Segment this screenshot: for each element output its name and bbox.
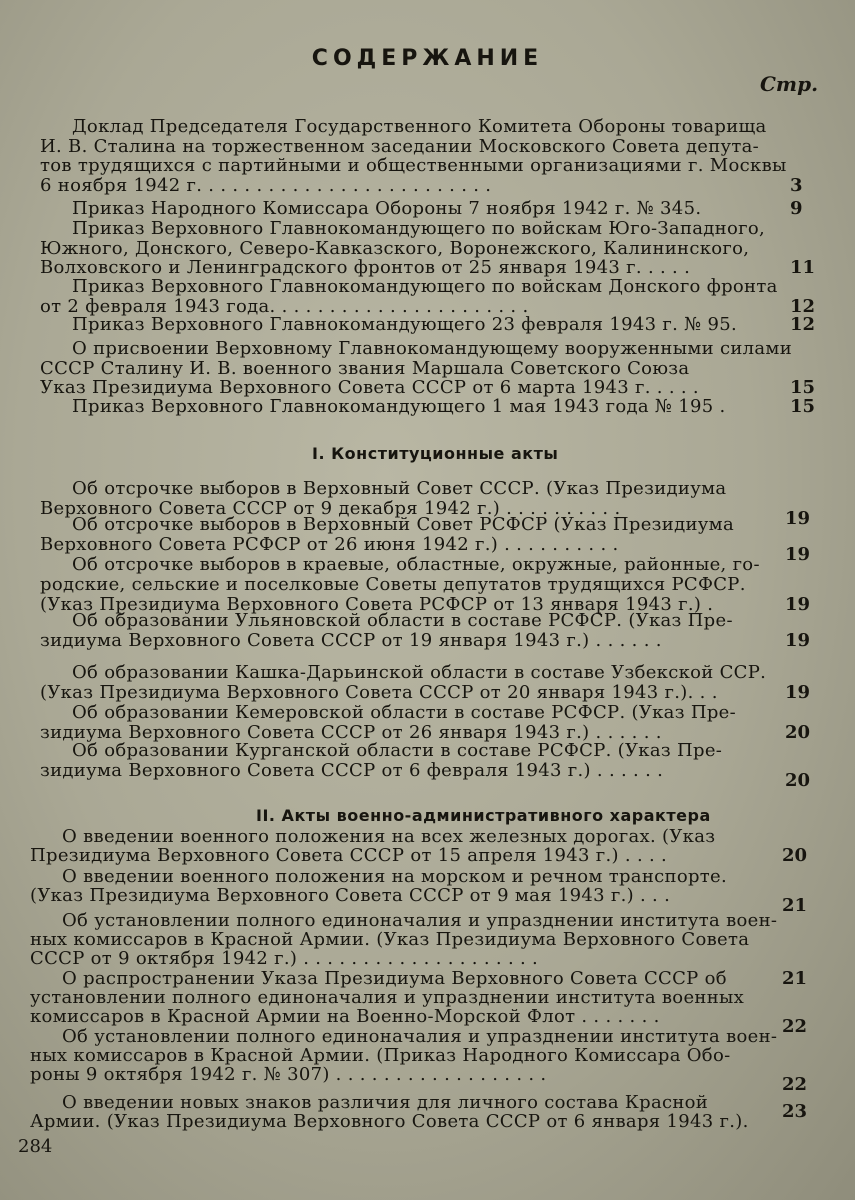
toc-entry-line: О введении военного положения на всех железных дорогах. (Указ — [62, 826, 716, 847]
toc-entry-line: СССР Сталину И. В. военного звания Маршала Советского Союза — [40, 357, 690, 379]
toc-entry-line: Волховского и Ленинградского фронтов от 25 января 1943 г. . . . . — [40, 257, 691, 278]
toc-entry-line: И. В. Сталина на торжественном заседании Московского Совета депута- — [40, 135, 760, 157]
toc-page-number: 19 — [785, 630, 811, 651]
toc-entry-line: Об образовании Курганской области в составе РСФСР. (Указ Пре- — [72, 740, 723, 761]
toc-page-number: 23 — [782, 1101, 808, 1122]
toc-entry-line: О введении военного положения на морском и речном транспорте. — [62, 866, 728, 887]
toc-entry-line: (Указ Президиума Верховного Совета РСФСР от 13 января 1943 г.) . — [40, 594, 714, 615]
toc-entry-line: Об образовании Ульяновской области в составе РСФСР. (Указ Пре- — [72, 610, 733, 631]
toc-page-number: 20 — [785, 770, 811, 791]
toc-page-number: 22 — [782, 1016, 808, 1037]
page-title: СОДЕРЖАНИЕ — [311, 46, 544, 71]
toc-page-number: 15 — [790, 396, 816, 417]
toc-entry-line: 6 ноября 1942 г. . . . . . . . . . . . . . . . . . . . . . . . . — [40, 174, 492, 196]
toc-page-number: 12 — [790, 295, 816, 317]
toc-entry-line: Об отсрочке выборов в Верховный Совет СССР. (Указ Президиума — [72, 478, 727, 499]
toc-page-number: 19 — [785, 594, 811, 615]
toc-entry-line: Об отсрочке выборов в краевые, областные, окружные, районные, го- — [72, 554, 760, 575]
toc-entry-line: Приказ Верховного Главнокомандующего 23 февраля 1943 г. № 95. — [72, 314, 738, 335]
toc-entry-line: Об установлении полного единоначалия и упразднении института воен- — [62, 1026, 778, 1047]
section-heading-1: I. Конституционные акты — [312, 444, 559, 463]
toc-page-number: 11 — [790, 257, 816, 278]
toc-entry-line: Об отсрочке выборов в Верховный Совет РСФСР (Указ Президиума — [72, 514, 734, 535]
toc-entry-line: Верховного Совета СССР от 9 декабря 1942 г.) . . . . . . . . . . — [40, 498, 621, 519]
toc-entry-line: Приказ Верховного Главнокомандующего 1 мая 1943 года № 195 . — [72, 396, 726, 417]
toc-entry-line: Южного, Донского, Северо-Кавказского, Воронежского, Калининского, — [40, 237, 750, 259]
toc-page-number: 9 — [790, 198, 803, 219]
toc-entry-line: Верховного Совета РСФСР от 26 июня 1942 г.) . . . . . . . . . . — [40, 534, 619, 555]
toc-entry-line: Президиума Верховного Совета СССР от 15 апреля 1943 г.) . . . . — [30, 845, 668, 866]
page-number: 284 — [18, 1136, 53, 1157]
toc-page-number: 19 — [785, 682, 811, 703]
toc-page-number: 20 — [782, 845, 808, 866]
toc-entry-line: зидиума Верховного Совета СССР от 26 января 1943 г.) . . . . . . — [40, 722, 662, 743]
page-column-label: Стр. — [760, 72, 819, 96]
toc-entry-line: О введении новых знаков различия для личного состава Красной — [62, 1092, 709, 1113]
toc-entry-line: комиссаров в Красной Армии на Военно-Морской Флот . . . . . . . — [30, 1006, 660, 1027]
toc-entry-line: Доклад Председателя Государственного Комитета Обороны товарища — [72, 116, 767, 137]
toc-entry-line: (Указ Президиума Верховного Совета СССР от 20 января 1943 г.). . . — [40, 682, 718, 703]
toc-entry-line: роны 9 октября 1942 г. № 307) . . . . . . . . . . . . . . . . . . — [30, 1064, 547, 1085]
toc-page-number: 21 — [782, 895, 808, 916]
toc-entry-line: Приказ Народного Комиссара Обороны 7 ноября 1942 г. № 345. — [72, 198, 702, 219]
toc-entry-line: родские, сельские и поселковые Советы депутатов трудящихся РСФСР. — [40, 574, 746, 595]
toc-entry-line: Об установлении полного единоначалия и упразднении института воен- — [62, 910, 778, 931]
toc-page-number: 19 — [785, 544, 811, 565]
toc-entry-line: Об образовании Кемеровской области в составе РСФСР. (Указ Пре- — [72, 702, 736, 723]
toc-page-number: 15 — [790, 377, 816, 398]
toc-entry-line: зидиума Верховного Совета СССР от 6 февраля 1943 г.) . . . . . . — [40, 760, 664, 781]
section-heading-2: II. Акты военно-административного характера — [256, 806, 711, 825]
toc-entry-line: Об образовании Кашка-Дарьинской области в составе Узбекской ССР. — [72, 662, 767, 683]
toc-entry-line: Приказ Верховного Главнокомандующего по войскам Донского фронта — [72, 276, 778, 297]
toc-page-number: 12 — [790, 314, 816, 335]
toc-entry-line: ных комиссаров в Красной Армии. (Указ Президиума Верховного Совета — [30, 929, 750, 950]
toc-page-number: 21 — [782, 968, 808, 989]
toc-entry-line: (Указ Президиума Верховного Совета СССР от 9 мая 1943 г.) . . . — [30, 885, 671, 906]
toc-entry-line: О распространении Указа Президиума Верховного Совета СССР об — [62, 968, 727, 989]
toc-entry-line: Приказ Верховного Главнокомандующего по войскам Юго-Западного, — [72, 218, 765, 239]
toc-entry-line: О присвоении Верховному Главнокомандующему вооруженными силами — [72, 338, 793, 359]
toc-entry-line: Армии. (Указ Президиума Верховного Совета СССР от 6 января 1943 г.). — [30, 1111, 749, 1132]
toc-entry-line: установлении полного единоначалия и упразднении института военных — [30, 987, 745, 1008]
toc-page-number: 22 — [782, 1074, 808, 1095]
toc-entry-line: зидиума Верховного Совета СССР от 19 января 1943 г.) . . . . . . — [40, 630, 662, 651]
toc-entry-line: тов трудящихся с партийными и общественными организациями г. Москвы — [40, 155, 787, 176]
toc-page-number: 20 — [785, 722, 811, 743]
toc-entry-line: СССР от 9 октября 1942 г.) . . . . . . . . . . . . . . . . . . . . — [30, 948, 539, 969]
toc-entry-line: от 2 февраля 1943 года. . . . . . . . . . . . . . . . . . . . . . — [40, 295, 529, 317]
toc-page-number: 19 — [785, 508, 811, 529]
toc-page-number: 3 — [790, 174, 803, 196]
toc-entry-line: ных комиссаров в Красной Армии. (Приказ Народного Комиссара Обо- — [30, 1045, 731, 1066]
toc-entry-line: Указ Президиума Верховного Совета СССР от 6 марта 1943 г. . . . . — [40, 377, 699, 398]
